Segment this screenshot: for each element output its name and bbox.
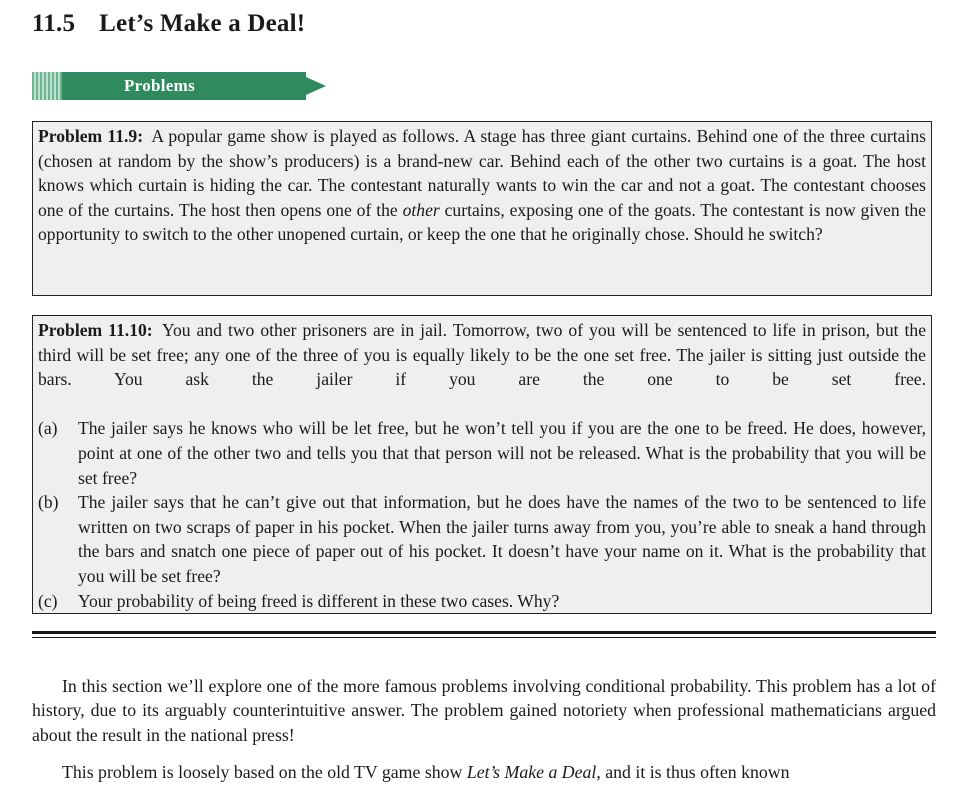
part-label-b: (b): [38, 492, 59, 513]
body-paragraph-1: In this section we’ll explore one of the more famous problems involving conditional probability. This problem has a lot of history, due to its arguably counterintuitive answer. The problem gained notoriety when professional mathematicians argued about the result in the national press!: [32, 676, 936, 745]
pencil-tip-icon: [306, 77, 326, 95]
part-text-b: The jailer says that he can’t give out that information, but he does have the names of the two to be sentenced to life written on two scraps of paper in his pocket. When the jailer turns away from you, you’re able to sneak a hand through the bars and snatch one piece of paper out of his pocket. It doesn’t have your name on it. What is the probability that you will be set free?: [78, 492, 926, 586]
problem-11-9-text-part-1: A popular game show is played as follows. A stage has three giant curtains. Behind one of the three curtains (chosen at random by the show’s producers) is a brand-new car. Behind each of the other two curtains is a goat. The host knows which curtain is hiding the car. The contestant naturally wants to win the car and not a goat. The contestant chooses one of the curtains. The host then opens one of the: [38, 126, 926, 220]
paragraph-2-prefix: This problem is loosely based on the old TV game show: [62, 762, 463, 782]
body-paragraph-2: [32, 760, 936, 784]
problem-part-c: [38, 589, 926, 614]
section-title: Let’s Make a Deal!: [99, 10, 306, 37]
problem-11-10-intro: [38, 318, 926, 416]
part-text-c: Your probability of being freed is different in these two cases. Why?: [78, 590, 560, 611]
show-title: Let’s Make a Deal: [466, 762, 597, 782]
problem-part-b: [38, 490, 926, 588]
problem-11-9-label: Problem 11.9:: [38, 126, 144, 146]
section-divider-thin: [32, 637, 936, 638]
section-number: 11.5: [32, 10, 76, 37]
problem-11-9-text: [38, 124, 926, 247]
section-divider-thick: [32, 631, 936, 634]
part-text-a: The jailer says he knows who will be let free, but he won’t tell you if you are the one to be freed. He does, however, point at one of the other two and tells you that that person will not be released. What is the probability that you will be set free?: [78, 418, 926, 488]
part-label-c: (c): [38, 590, 58, 611]
part-label-a: (a): [38, 418, 58, 439]
problem-11-10-box: [32, 315, 932, 614]
problem-11-10-intro-text: You and two other prisoners are in jail. Tomorrow, two of you will be sentenced to life in prison, but the third will be set free; any one of the three of you is equally likely to be the one set free. The jailer is sitting just outside the bars. You ask the jailer if you are the one to be set free.: [38, 320, 927, 390]
problem-part-a: [38, 416, 926, 490]
problems-banner: [32, 69, 328, 103]
banner-label: Problems: [124, 76, 196, 95]
emphasis-other: other: [402, 199, 440, 220]
problem-11-9-text-part-2: curtains, exposing one of the goats. The contestant is now given the opportunity to switch to the other unopened curtain, or keep the one that he originally chose. Should he switch?: [38, 199, 926, 245]
problem-11-9-box: [32, 121, 932, 296]
problem-11-10-label: Problem 11.10:: [38, 320, 153, 340]
banner-stripes: [32, 72, 62, 100]
paragraph-2-suffix: , and it is thus often known: [596, 762, 790, 782]
section-heading: [32, 10, 305, 38]
